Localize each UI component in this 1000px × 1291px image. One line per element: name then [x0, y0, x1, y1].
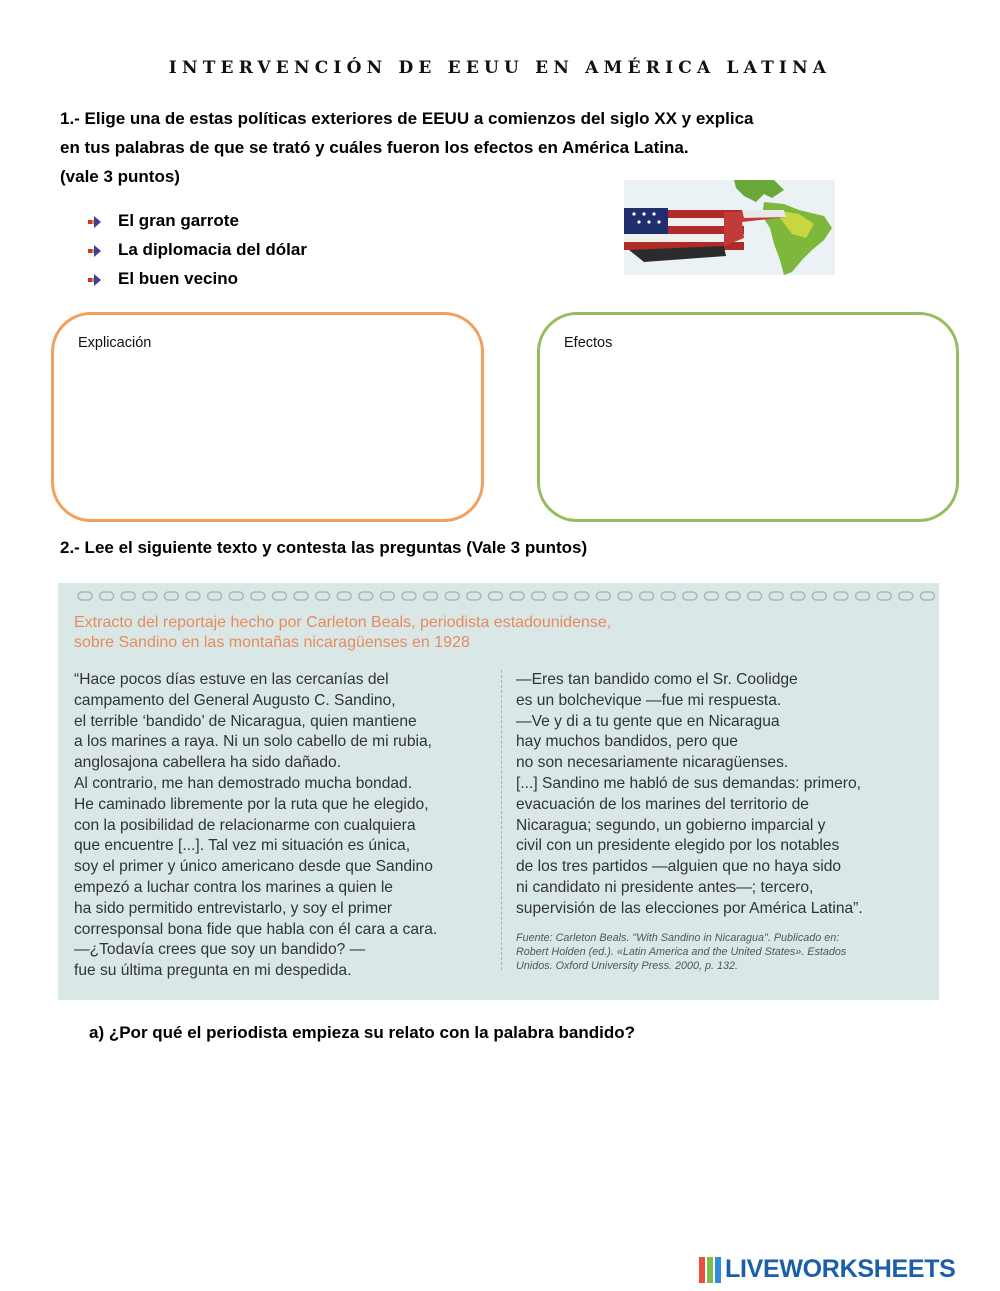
notebook-ring: [683, 592, 697, 600]
source-text-line: He caminado libremente por la ruta que he elegido,: [74, 795, 429, 813]
notebook-ring: [208, 592, 222, 600]
notebook-ring: [769, 592, 783, 600]
notebook-ring: [812, 592, 826, 600]
notebook-ring: [143, 592, 157, 600]
source-text-line: con la posibilidad de relacionarme con cualquiera: [74, 816, 416, 834]
policy-option-label: El gran garrote: [118, 210, 239, 230]
notebook-ring: [121, 592, 135, 600]
source-text-line: civil con un presidente elegido por los notables: [516, 837, 840, 855]
notebook-ring: [445, 592, 459, 600]
source-text-line: que encuentre [...]. Tal vez mi situación es única,: [74, 837, 411, 855]
source-text-line: a los marines a raya. Ni un solo cabello de mi rubia,: [74, 733, 432, 751]
effects-answer-box[interactable]: [537, 312, 959, 522]
notebook-ring: [920, 592, 934, 600]
question-1: [60, 104, 940, 191]
source-text-line: evacuación de los marines del territorio de: [516, 795, 809, 813]
notebook-ring: [164, 592, 178, 600]
explanation-label: Explicación: [78, 335, 152, 351]
liveworksheets-logo: [699, 1255, 956, 1284]
notebook-ring: [748, 592, 762, 600]
liveworksheets-logo-icon: [699, 1257, 721, 1283]
source-text-line: empezó a luchar contra los marines a quien le: [74, 878, 393, 896]
notebook-ring: [726, 592, 740, 600]
source-title-line: Extracto del reportaje hecho por Carleton Beals, periodista estadounidense,: [74, 614, 612, 631]
policy-option: [88, 264, 307, 293]
notebook-ring: [402, 592, 416, 600]
notebook-ring: [488, 592, 502, 600]
source-text-line: —Eres tan bandido como el Sr. Coolidge: [516, 671, 798, 688]
liveworksheets-wordmark: LIVEWORKSHEETS: [725, 1255, 956, 1283]
source-text-line: no son necesariamente nicaragüenses.: [516, 754, 789, 772]
source-text-box: [58, 583, 939, 1000]
source-text-line: [...] Sandino me habló de sus demandas: primero,: [516, 774, 861, 792]
source-text-line: campamento del General Augusto C. Sandino,: [74, 691, 396, 709]
source-text-line: Al contrario, me han demostrado mucha bondad.: [74, 774, 413, 792]
notebook-ring: [510, 592, 524, 600]
source-text-line: de los tres partidos —alguien que no haya sido: [516, 858, 842, 876]
notebook-ring: [661, 592, 675, 600]
notebook-ring: [704, 592, 718, 600]
notebook-ring: [359, 592, 373, 600]
source-text-line: Nicaragua; segundo, un gobierno imparcial y: [516, 816, 826, 834]
policy-option: [88, 206, 307, 235]
source-text-line: —Ve y di a tu gente que en Nicaragua: [516, 712, 780, 730]
us-flag-hand-pointing-map-image: [624, 180, 835, 275]
notebook-ring: [618, 592, 632, 600]
source-text-line: fue su última pregunta en mi despedida.: [74, 962, 352, 980]
notebook-ring: [78, 592, 92, 600]
notebook-ring: [337, 592, 351, 600]
column-divider: [501, 670, 502, 970]
notebook-ring: [229, 592, 243, 600]
notebook-ring: [294, 592, 308, 600]
effects-label: Efectos: [564, 335, 613, 351]
notebook-ring: [640, 592, 654, 600]
notebook-ring: [877, 592, 891, 600]
source-text-line: soy el primer y único americano desde que Sandino: [74, 858, 433, 876]
source-citation: [516, 931, 846, 973]
arrow-bullet-icon: [88, 214, 102, 228]
notebook-ring: [596, 592, 610, 600]
notebook-ring: [856, 592, 870, 600]
notebook-rings-decoration: [76, 589, 938, 603]
notebook-ring: [100, 592, 114, 600]
source-text-line: —¿Todavía crees que soy un bandido? —: [74, 941, 366, 959]
source-text-line: corresponsal bona fide que habla con él cara a cara.: [74, 920, 438, 938]
notebook-ring: [553, 592, 567, 600]
source-title: [74, 613, 611, 653]
notebook-ring: [186, 592, 200, 600]
worksheet-title: INTERVENCIÓN DE EEUU EN AMÉRICA LATINA: [168, 58, 832, 78]
explanation-answer-box[interactable]: [51, 312, 484, 522]
policy-option-label: La diplomacia del dólar: [118, 239, 307, 259]
source-citation-line: Robert Holden (ed.). «Latin America and the United States». Estados: [516, 946, 847, 958]
question-1-line: 1.- Elige una de estas políticas exteriores de EEUU a comienzos del siglo XX y explica: [60, 109, 754, 128]
source-text-line: supervisión de las elecciones por América Latina”.: [516, 899, 863, 917]
notebook-ring: [272, 592, 286, 600]
source-text-line: “Hace pocos días estuve en las cercanías del: [74, 671, 389, 688]
notebook-ring: [899, 592, 913, 600]
source-citation-line: Fuente: Carleton Beals. "With Sandino in Nicaragua". Publicado en:: [516, 932, 840, 944]
source-citation-line: Unidos. Oxford University Press. 2000, p. 132.: [516, 960, 739, 972]
notebook-ring: [424, 592, 438, 600]
question-1-line: en tus palabras de que se trató y cuáles fueron los efectos en América Latina.: [60, 138, 689, 157]
source-text-line: anglosajona cabellera ha sido dañado.: [74, 754, 342, 772]
arrow-bullet-icon: [88, 243, 102, 257]
notebook-ring: [380, 592, 394, 600]
notebook-ring: [575, 592, 589, 600]
notebook-ring: [532, 592, 546, 600]
source-text-line: el terrible ‘bandido’ de Nicaragua, quien mantiene: [74, 712, 417, 730]
question-1-points: (vale 3 puntos): [60, 167, 180, 186]
notebook-ring: [467, 592, 481, 600]
question-2-heading: 2.- Lee el siguiente texto y contesta las preguntas (Vale 3 puntos): [60, 538, 588, 557]
notebook-ring: [834, 592, 848, 600]
policy-options-list: [88, 206, 307, 293]
source-text-line: ha sido permitido entrevistarlo, y soy el primer: [74, 899, 393, 917]
source-text-left-column: [74, 670, 437, 982]
source-text-line: ni candidato ni presidente antes—; tercero,: [516, 878, 814, 896]
source-text-line: es un bolchevique —fue mi respuesta.: [516, 691, 782, 709]
question-2a: a) ¿Por qué el periodista empieza su relato con la palabra bandido?: [89, 1023, 636, 1042]
policy-option: [88, 235, 307, 264]
source-title-line: sobre Sandino en las montañas nicaragüenses en 1928: [74, 634, 470, 651]
notebook-ring: [791, 592, 805, 600]
source-text-right-column: [516, 670, 863, 920]
source-text-line: hay muchos bandidos, pero que: [516, 733, 738, 751]
policy-option-label: El buen vecino: [118, 268, 238, 288]
arrow-bullet-icon: [88, 272, 102, 286]
notebook-ring: [251, 592, 265, 600]
notebook-ring: [316, 592, 330, 600]
